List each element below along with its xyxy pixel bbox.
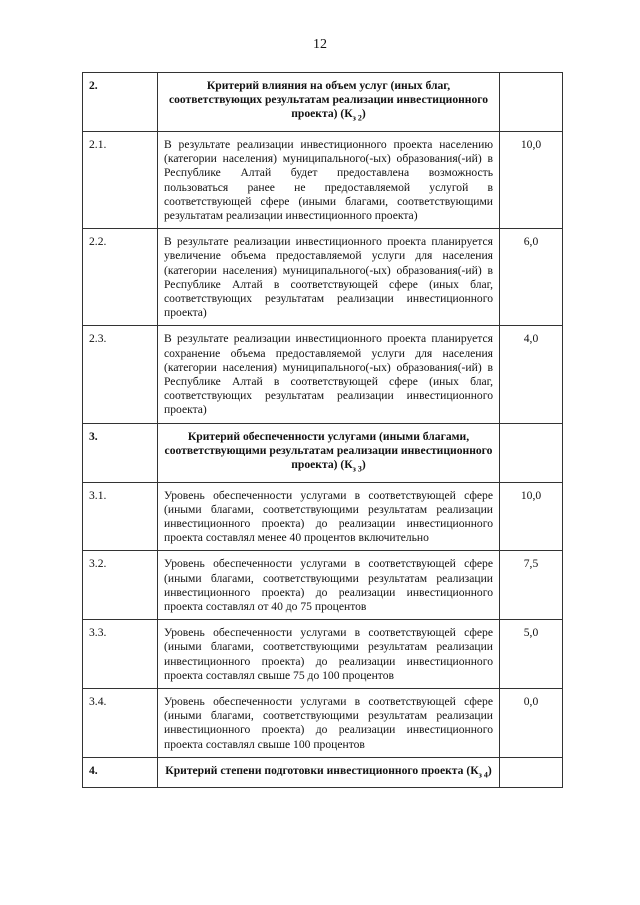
criterion-score [500,423,563,482]
criterion-row [83,229,563,326]
criterion-description [158,757,500,788]
criterion-row [83,688,563,757]
criterion-row [83,326,563,423]
criterion-row [83,131,563,228]
criterion-description: В результате реализации инвестиционного проекта населению (категории населения) муниципального(-ых) образования(-ий) в Республике Алтай будет предоставлена возможность пользоваться ранее не предоставляемой услугой в соответствующей сфере (иными благами, соответствующими результатам реализации инвестиционного проекта) [158,131,500,228]
criterion-score: 10,0 [500,482,563,551]
criteria-table [82,72,563,788]
criterion-index: з 2 [352,113,362,123]
criterion-score: 0,0 [500,688,563,757]
criterion-description: Уровень обеспеченности услугами в соответствующей сфере (иными благами, соответствующими результатам реализации инвестиционного проекта) до реализации инвестиционного проекта составлял от 40 до 75 процентов [158,551,500,620]
criterion-number: 3. [83,423,158,482]
criterion-description [158,73,500,132]
criterion-score: 7,5 [500,551,563,620]
criterion-row [83,620,563,689]
criterion-score: 6,0 [500,229,563,326]
criterion-number: 3.2. [83,551,158,620]
criterion-score: 5,0 [500,620,563,689]
page-number: 12 [313,37,327,52]
criterion-number: 2.1. [83,131,158,228]
criterion-row [83,482,563,551]
criterion-title-suffix: ) [361,107,366,121]
criterion-title-suffix: ) [487,763,492,777]
criterion-header-row [83,73,563,132]
criterion-number: 2.2. [83,229,158,326]
criterion-number: 4. [83,757,158,788]
criterion-row [83,551,563,620]
criterion-title-suffix: ) [361,457,366,471]
criterion-number: 3.3. [83,620,158,689]
criterion-title: Критерий влияния на объем услуг (иных благ, соответствующих результатам реализации инвестиционного проекта) (К [168,79,489,121]
criterion-number: 3.4. [83,688,158,757]
criterion-title: Критерий степени подготовки инвестиционного проекта (К [165,763,479,777]
criterion-header-row [83,423,563,482]
criterion-number: 2.3. [83,326,158,423]
criterion-index: з 3 [352,464,362,474]
criterion-number: 3.1. [83,482,158,551]
criterion-title: Критерий обеспеченности услугами (иными благами, соответствующими результатам реализации инвестиционного проекта) (К [164,429,493,471]
criterion-score [500,73,563,132]
criterion-description: Уровень обеспеченности услугами в соответствующей сфере (иными благами, соответствующими результатам реализации инвестиционного проекта) до реализации инвестиционного проекта составлял менее 40 процентов включительно [158,482,500,551]
criterion-score: 10,0 [500,131,563,228]
criterion-score [500,757,563,788]
criterion-index: з 4 [478,770,488,780]
criterion-number: 2. [83,73,158,132]
criterion-description [158,423,500,482]
criterion-description: Уровень обеспеченности услугами в соответствующей сфере (иными благами, соответствующими результатам реализации инвестиционного проекта) до реализации инвестиционного проекта составлял свыше 100 процентов [158,688,500,757]
criterion-header-row [83,757,563,788]
criterion-description: В результате реализации инвестиционного проекта планируется увеличение объема предоставляемой услуги для населения (категории населения) муниципального(-ых) образования(-ий) в Республике Алтай в соответствующей сфере (иных благ, соответствующих результатам реализации инвестиционного проекта) [158,229,500,326]
criterion-score: 4,0 [500,326,563,423]
criterion-description: Уровень обеспеченности услугами в соответствующей сфере (иными благами, соответствующими результатам реализации инвестиционного проекта) до реализации инвестиционного проекта составлял свыше 75 до 100 процентов [158,620,500,689]
criterion-description: В результате реализации инвестиционного проекта планируется сохранение объема предоставляемой услуги для населения (категории населения) муниципального(-ых) образования(-ий) в Республике Алтай в соответствующей сфере (иных благ, соответствующих результатам реализации инвестиционного проекта) [158,326,500,423]
